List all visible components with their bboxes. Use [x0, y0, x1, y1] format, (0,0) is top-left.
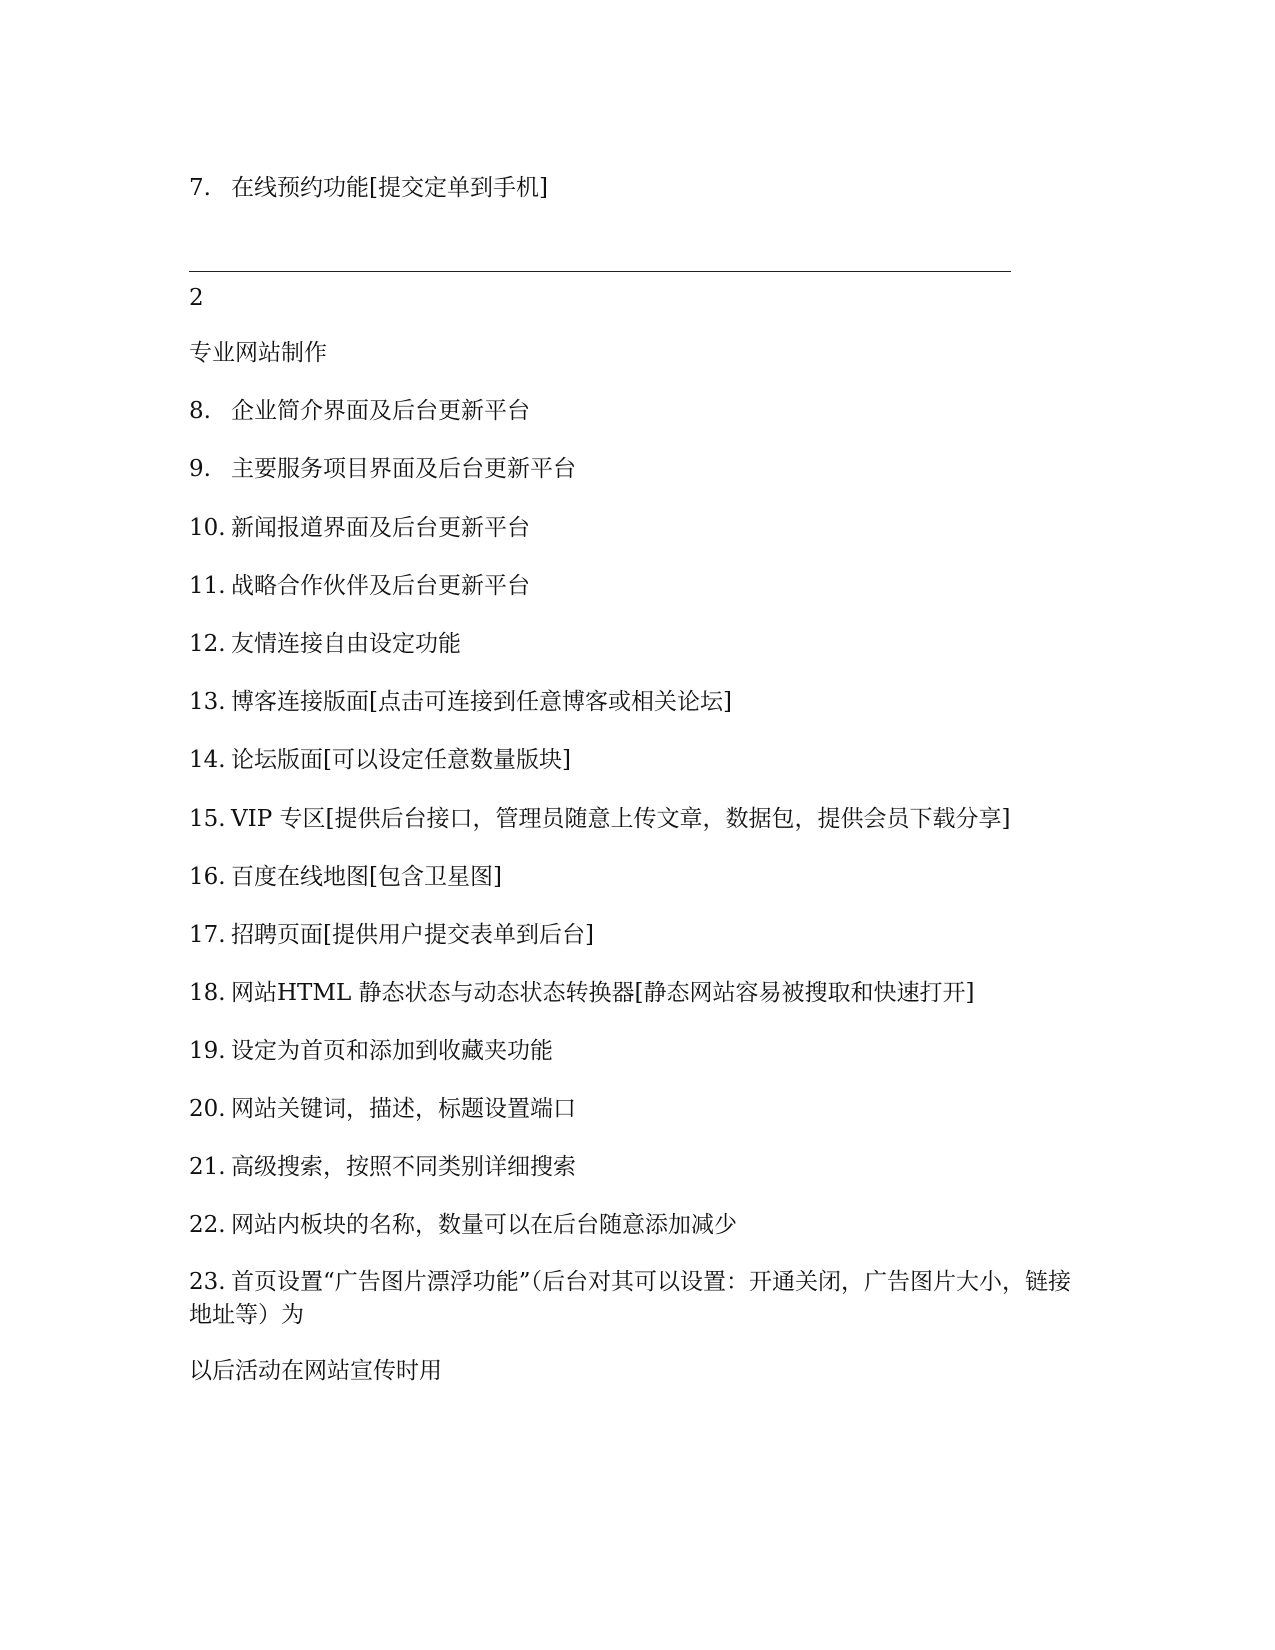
list-item-15	[189, 804, 1010, 834]
list-item-text: 百度在线地图[包含卫星图]	[231, 864, 502, 890]
list-item-23	[189, 1266, 1089, 1332]
list-item-text: 招聘页面[提供用户提交表单到后台]	[231, 922, 594, 948]
list-item-number: 20.	[189, 1096, 226, 1122]
list-item-text: 企业简介界面及后台更新平台	[231, 398, 530, 424]
list-item-19	[189, 1036, 553, 1066]
list-item-9	[189, 454, 576, 484]
list-item-text: 首页设置“广告图片漂浮功能”（后台对其可以设置：开通关闭，广告图片大小，链接地址等）为	[189, 1269, 1072, 1328]
list-item-text: 网站内板块的名称，数量可以在后台随意添加减少	[231, 1212, 737, 1238]
list-item-number: 8.	[189, 398, 211, 424]
list-item-text: 在线预约功能[提交定单到手机]	[231, 175, 548, 201]
list-item-text: 新闻报道界面及后台更新平台	[231, 515, 530, 541]
list-item-number: 13.	[189, 689, 226, 715]
list-item-number: 23.	[189, 1269, 226, 1295]
list-item-text: 主要服务项目界面及后台更新平台	[231, 456, 576, 482]
list-item-number: 19.	[189, 1038, 226, 1064]
list-item-13	[189, 687, 732, 717]
page-number: 2	[189, 285, 204, 311]
list-item-text: 战略合作伙伴及后台更新平台	[231, 573, 530, 599]
list-item-8	[189, 396, 530, 426]
list-item-text: 高级搜索，按照不同类别详细搜索	[231, 1154, 576, 1180]
list-item-number: 15.	[189, 806, 226, 832]
list-item-text: 网站HTML 静态状态与动态状态转换器[静态网站容易被搜取和快速打开]	[231, 980, 975, 1006]
list-item-number: 21.	[189, 1154, 226, 1180]
list-item-16	[189, 862, 502, 892]
list-item-22	[189, 1210, 737, 1240]
list-item-text: 论坛版面[可以设定任意数量版块]	[231, 747, 571, 773]
list-item-20	[189, 1094, 576, 1124]
list-item-18	[189, 978, 974, 1008]
list-item-text: 网站关键词，描述，标题设置端口	[231, 1096, 576, 1122]
list-item-14	[189, 745, 571, 775]
list-item-21	[189, 1152, 576, 1182]
list-item-text: 博客连接版面[点击可连接到任意博客或相关论坛]	[231, 689, 732, 715]
list-item-number: 16.	[189, 864, 226, 890]
closing-text: 以后活动在网站宣传时用	[189, 1358, 442, 1384]
list-item-number: 11.	[189, 573, 226, 599]
list-item-number: 9.	[189, 456, 211, 482]
list-item-number: 22.	[189, 1212, 226, 1238]
list-item-number: 12.	[189, 631, 226, 657]
list-item-number: 7.	[189, 175, 211, 201]
list-item-number: 10.	[189, 515, 226, 541]
list-item-number: 18.	[189, 980, 226, 1006]
list-item-number: 14.	[189, 747, 226, 773]
list-item-11	[189, 571, 530, 601]
list-item-12	[189, 629, 461, 659]
list-item-10	[189, 513, 530, 543]
list-item-17	[189, 920, 594, 950]
list-item-7	[189, 173, 548, 203]
list-item-text: 设定为首页和添加到收藏夹功能	[231, 1038, 553, 1064]
list-item-number: 17.	[189, 922, 226, 948]
list-item-text: VIP 专区[提供后台接口，管理员随意上传文章，数据包，提供会员下载分享]	[231, 806, 1011, 832]
horizontal-separator	[189, 271, 1011, 272]
list-item-text: 友情连接自由设定功能	[231, 631, 461, 657]
section-title: 专业网站制作	[189, 340, 327, 366]
